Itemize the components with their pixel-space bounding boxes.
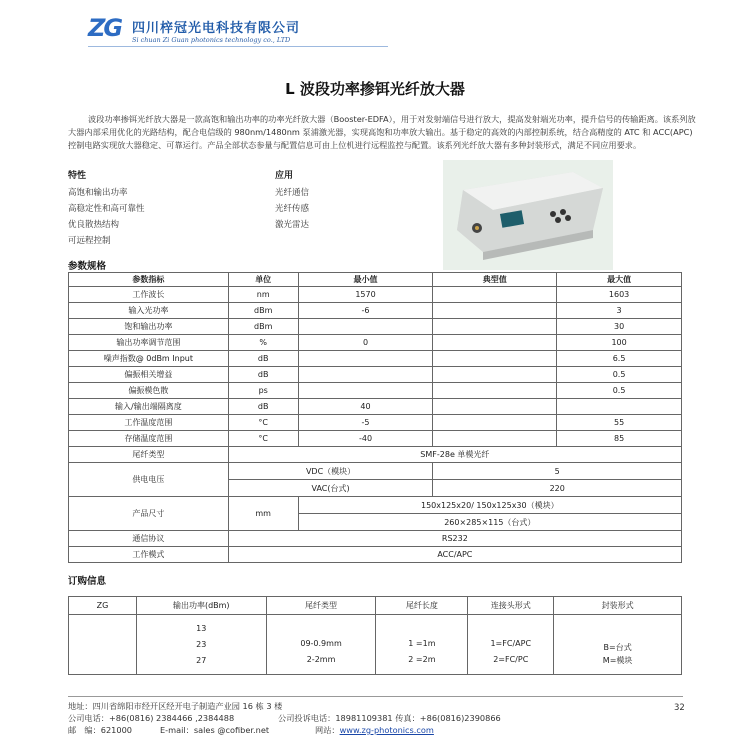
- param-max: 1603: [557, 287, 682, 303]
- param-max: 55: [557, 415, 682, 431]
- logo-text: ZG: [88, 14, 122, 42]
- table-row: [69, 399, 682, 415]
- table-row: [69, 447, 682, 463]
- table-row: [69, 335, 682, 351]
- param-unit: °C: [228, 415, 298, 431]
- power-option: 13: [196, 623, 207, 633]
- param-max: 0.5: [557, 383, 682, 399]
- col-header: 输出功率(dBm): [136, 597, 266, 615]
- table-row: [69, 497, 682, 514]
- param-unit: mm: [228, 497, 298, 531]
- application-item: 光纤传感: [275, 204, 310, 214]
- product-photo: [443, 160, 613, 270]
- footer-divider: [68, 696, 683, 697]
- param-typ: [433, 319, 557, 335]
- param-typ: [433, 415, 557, 431]
- param-min: 40: [298, 399, 433, 415]
- mode-value: ACC/APC: [228, 547, 681, 563]
- param-name: 饱和输出功率: [69, 319, 229, 335]
- footer-complaint: 公司投诉电话：18981109381 传真：+86(0816)2390866: [278, 713, 501, 723]
- feature-item: 高稳定性和高可靠性: [68, 204, 145, 214]
- footer-web: [315, 725, 434, 736]
- protocol-value: RS232: [228, 531, 681, 547]
- footer-address: 地址：四川省绵阳市经开区经开电子制造产业园 16 栋 3 楼: [68, 701, 283, 711]
- company-logo: [88, 14, 130, 44]
- fiber-type-value: SMF-28e 单模光纤: [228, 447, 681, 463]
- param-unit: dB: [228, 351, 298, 367]
- param-unit: °C: [228, 431, 298, 447]
- param-min: -5: [298, 415, 433, 431]
- param-min: [298, 351, 433, 367]
- param-unit: dB: [228, 367, 298, 383]
- col-header: 封装形式: [554, 597, 682, 615]
- param-max: [557, 399, 682, 415]
- intro-paragraph: 波段功率掺铒光纤放大器是一款高饱和输出功率的功率光纤放大器（Booster-EDFA），用于对发射端信号进行放大，提高发射端光功率，提升信号的传输距离。该系列放大器内部采用优化的光路结构，配合电信级的 980nm/1480nm 泵浦激光器，实现高饱和功率放大输出。基于稳定的高效的内部控制系统，结合高精度的 ATC 和 ACC(APC)控制电路实现放大器稳定、可靠运行。产品全部状态参量与配置信息可由上位机进行远程监控与配置。该系列光纤放大器有多种封装形式，满足不同应用要求。: [68, 114, 696, 150]
- footer-email: E-mail：sales @cofiber.net: [160, 725, 270, 735]
- param-min: [298, 383, 433, 399]
- table-row: [69, 547, 682, 563]
- param-typ: [433, 431, 557, 447]
- package-option: M=模块: [602, 655, 633, 665]
- col-header: 参数指标: [69, 273, 229, 287]
- col-header: 最大值: [557, 273, 682, 287]
- param-name: 噪声指数@ 0dBm Input: [69, 351, 229, 367]
- fiber-option: 2-2mm: [306, 654, 336, 664]
- param-unit: dBm: [228, 319, 298, 335]
- param-max: 6.5: [557, 351, 682, 367]
- param-unit: ps: [228, 383, 298, 399]
- application-item: 光纤通信: [275, 188, 310, 198]
- application-item: 激光雷达: [275, 220, 310, 230]
- param-min: -6: [298, 303, 433, 319]
- param-name: 通信协议: [69, 531, 229, 547]
- param-name: 工作波长: [69, 287, 229, 303]
- param-min: [298, 367, 433, 383]
- size-desktop: 260×285×115（台式）: [298, 514, 681, 531]
- length-option: 2 =2m: [408, 654, 436, 664]
- feature-item: 可远程控制: [68, 236, 111, 246]
- param-max: 3: [557, 303, 682, 319]
- feature-item: 高饱和输出功率: [68, 188, 128, 198]
- order-table: [68, 596, 682, 675]
- param-typ: [433, 367, 557, 383]
- website-link[interactable]: www.zg-photonics.com: [339, 725, 434, 735]
- power-options: [136, 615, 266, 675]
- table-row: [69, 319, 682, 335]
- param-name: 输入光功率: [69, 303, 229, 319]
- power-option: 27: [196, 655, 207, 665]
- power-vac-label: VAC(台式): [228, 480, 433, 497]
- table-row: [69, 463, 682, 480]
- col-header: 尾纤类型: [266, 597, 376, 615]
- param-name: 产品尺寸: [69, 497, 229, 531]
- spec-header-row: [69, 273, 682, 287]
- param-unit: dBm: [228, 303, 298, 319]
- table-row: [69, 383, 682, 399]
- footer-zip: 邮 编：621000: [68, 725, 133, 735]
- table-row: [69, 367, 682, 383]
- length-option: 1 =1m: [408, 638, 436, 648]
- spec-heading: 参数规格: [68, 261, 107, 272]
- col-header: 最小值: [298, 273, 433, 287]
- param-typ: [433, 351, 557, 367]
- company-name-en: Si chuan Zi Guan photonics technology co., LTD: [132, 36, 291, 44]
- power-vac-value: 220: [433, 480, 682, 497]
- company-header: [88, 14, 388, 44]
- param-max: 0.5: [557, 367, 682, 383]
- param-name: 存储温度范围: [69, 431, 229, 447]
- footer-phone: 公司电话：+86(0816) 2384466 ,2384488: [68, 713, 235, 723]
- power-vdc-label: VDC（模块）: [228, 463, 433, 480]
- connector-option: 2=FC/PC: [493, 654, 529, 664]
- param-typ: [433, 303, 557, 319]
- param-name: 工作模式: [69, 547, 229, 563]
- param-max: 30: [557, 319, 682, 335]
- col-header: 连接头形式: [468, 597, 554, 615]
- length-options: [376, 615, 468, 675]
- param-min: 0: [298, 335, 433, 351]
- order-heading: 订购信息: [68, 576, 107, 587]
- param-typ: [433, 335, 557, 351]
- table-row: [69, 287, 682, 303]
- order-header-row: [69, 597, 682, 615]
- param-typ: [433, 399, 557, 415]
- zg-cell: [69, 615, 137, 675]
- fiber-option: 09-0.9mm: [300, 638, 342, 648]
- param-max: 85: [557, 431, 682, 447]
- param-typ: [433, 383, 557, 399]
- col-header: 尾纤长度: [376, 597, 468, 615]
- package-option: B=台式: [603, 642, 632, 652]
- param-unit: %: [228, 335, 298, 351]
- table-row: [69, 303, 682, 319]
- table-row: [69, 351, 682, 367]
- param-name: 供电电压: [69, 463, 229, 497]
- table-row: [69, 431, 682, 447]
- company-name-cn: 四川梓冠光电科技有限公司: [132, 21, 301, 36]
- power-vdc-value: 5: [433, 463, 682, 480]
- connector-option: 1=FC/APC: [490, 638, 532, 648]
- applications-heading: 应用: [275, 171, 294, 181]
- param-unit: dB: [228, 399, 298, 415]
- col-header: ZG: [69, 597, 137, 615]
- col-header: 典型值: [433, 273, 557, 287]
- spec-table: [68, 272, 682, 563]
- table-row: [69, 415, 682, 431]
- param-min: 1570: [298, 287, 433, 303]
- page-number: 32: [674, 703, 685, 713]
- param-unit: nm: [228, 287, 298, 303]
- power-option: 23: [196, 639, 207, 649]
- param-name: 尾纤类型: [69, 447, 229, 463]
- param-name: 偏振模色散: [69, 383, 229, 399]
- table-row: [69, 531, 682, 547]
- package-options: [554, 615, 682, 675]
- size-module: 150x125x20/ 150x125x30（模块）: [298, 497, 681, 514]
- header-divider: [88, 46, 388, 47]
- footer-web-label: 网站：: [315, 725, 340, 735]
- connector-options: [468, 615, 554, 675]
- fiber-options: [266, 615, 376, 675]
- order-options-row: [69, 615, 682, 675]
- param-name: 工作温度范围: [69, 415, 229, 431]
- param-name: 偏振相关增益: [69, 367, 229, 383]
- feature-item: 优良散热结构: [68, 220, 120, 230]
- param-name: 输出功率调节范围: [69, 335, 229, 351]
- param-name: 输入/输出端隔离度: [69, 399, 229, 415]
- features-heading: 特性: [68, 171, 87, 181]
- param-typ: [433, 287, 557, 303]
- param-min: -40: [298, 431, 433, 447]
- param-min: [298, 319, 433, 335]
- page-title: L 波段功率掺铒光纤放大器: [285, 80, 465, 98]
- param-max: 100: [557, 335, 682, 351]
- col-header: 单位: [228, 273, 298, 287]
